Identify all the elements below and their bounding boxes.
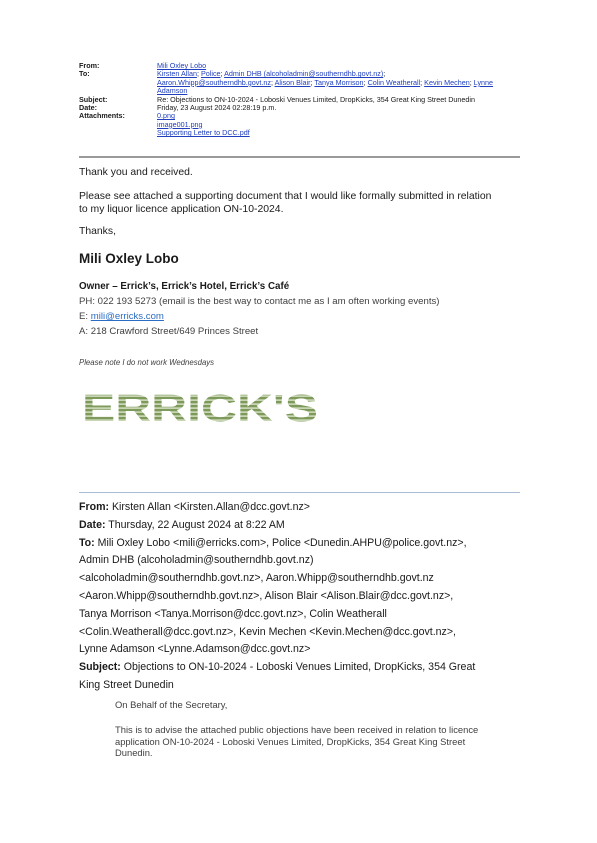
fwd-subject-line: Objections to ON-10-2024 - Loboski Venues Limited, DropKicks, 354 Great bbox=[123, 661, 476, 674]
body-line: Please see attached a supporting document that I would like formally submitted in relation bbox=[79, 191, 492, 202]
signature-phone: PH: 022 193 5273 (email is the best way to contact me as I am often working events) bbox=[79, 296, 440, 307]
recipient-link[interactable]: Alison Blair bbox=[274, 77, 311, 87]
date-label: Date: bbox=[79, 103, 97, 113]
subject-row bbox=[79, 96, 519, 104]
signature-address: A: 218 Crawford Street/649 Princes Street bbox=[79, 326, 259, 337]
signature-email-link[interactable]: mili@erricks.com bbox=[90, 311, 164, 322]
recipient-link[interactable]: Police bbox=[200, 69, 221, 79]
fwd-to-line: Lynne Adamson <Lynne.Adamson@dcc.govt.nz> bbox=[79, 643, 311, 656]
fwd-subject-label: Subject: bbox=[79, 661, 121, 674]
quote-line: Dunedin. bbox=[115, 747, 153, 759]
erricks-logo bbox=[82, 385, 322, 429]
signature-email-line bbox=[79, 311, 164, 322]
fwd-to-line: <Aaron.Whipp@southerndhb.govt.nz>, Alison Blair <Alison.Blair@dcc.govt.nz>, bbox=[79, 589, 454, 602]
fwd-to-row bbox=[79, 535, 524, 553]
recipient-link[interactable]: Lynne Adamson bbox=[157, 77, 494, 96]
fwd-from-value: Kirsten Allan <Kirsten.Allan@dcc.govt.nz> bbox=[111, 501, 310, 513]
attachments-label: Attachments: bbox=[79, 111, 125, 121]
body-paragraph-main bbox=[79, 190, 519, 216]
fwd-to-line: Mili Oxley Lobo <mili@erricks.com>, Police <Dunedin.AHPU@police.govt.nz>, bbox=[97, 536, 467, 549]
date-row bbox=[79, 104, 519, 112]
attachments-row bbox=[79, 112, 519, 137]
to-recipients: Kirsten Allan; Police; Admin DHB (alcoholadmin@southerndhb.govt.nz); Aaron.Whipp@southerndhb.govt.nz; Alison Blair; Tanya Morrison; Colin Weatherall; Kevin Mechen; Lynne Adamson bbox=[157, 69, 494, 96]
fwd-date-row bbox=[79, 517, 524, 535]
attachment-link[interactable]: image001.png bbox=[157, 119, 203, 129]
forward-divider bbox=[79, 492, 520, 493]
body-line: to my liquor licence application ON-10-2024. bbox=[79, 204, 284, 215]
fwd-to-line: Tanya Morrison <Tanya.Morrison@dcc.govt.nz>, Colin Weatherall bbox=[79, 607, 387, 620]
logo-text: ERRICK'S bbox=[82, 388, 318, 429]
subject-value: Re: Objections to ON-10-2024 - Loboski Venues Limited, DropKicks, 354 Great King Street Dunedin bbox=[157, 94, 476, 104]
fwd-to-line: <alcoholadmin@southerndhb.govt.nz>, Aaron.Whipp@southerndhb.govt.nz bbox=[79, 572, 434, 585]
to-label: To: bbox=[79, 69, 90, 79]
header-divider bbox=[79, 156, 520, 158]
forwarded-header bbox=[79, 499, 524, 695]
subject-label: Subject: bbox=[79, 94, 108, 104]
attachment-link[interactable]: Supporting Letter to DCC.pdf bbox=[157, 128, 250, 138]
quote-line: This is to advise the attached public objections have been received in relation to licence bbox=[115, 724, 479, 735]
fwd-date-value: Thursday, 22 August 2024 at 8:22 AM bbox=[108, 518, 285, 531]
fwd-date-label: Date: bbox=[79, 518, 106, 531]
recipient-link[interactable]: Tanya Morrison bbox=[314, 77, 364, 87]
fwd-to-line: Admin DHB (alcoholadmin@southerndhb.govt.nz) bbox=[79, 554, 314, 567]
fwd-from-row bbox=[79, 499, 524, 517]
email-header bbox=[79, 62, 519, 138]
signature-role: Owner – Errick’s, Errick’s Hotel, Errick’s Café bbox=[79, 281, 290, 292]
fwd-to-line: <Colin.Weatherall@dcc.govt.nz>, Kevin Mechen <Kevin.Mechen@dcc.govt.nz>, bbox=[79, 625, 456, 638]
from-label: From: bbox=[79, 61, 100, 70]
signature-note: Please note I do not work Wednesdays bbox=[79, 358, 215, 367]
quote-line: application ON-10-2024 - Loboski Venues Limited, DropKicks, 354 Great King Street bbox=[115, 735, 466, 747]
recipient-link[interactable]: Kirsten Allan bbox=[157, 69, 197, 79]
fwd-from-label: From: bbox=[79, 501, 110, 513]
attachment-link[interactable]: 0.png bbox=[157, 111, 175, 121]
recipient-link[interactable]: Admin DHB (alcoholadmin@southerndhb.govt.nz) bbox=[224, 69, 384, 79]
recipient-link[interactable]: Colin Weatherall bbox=[367, 77, 421, 87]
to-row bbox=[79, 70, 519, 95]
recipient-link[interactable]: Kevin Mechen bbox=[424, 77, 470, 87]
body-signoff: Thanks, bbox=[79, 226, 116, 237]
quote-salutation: On Behalf of the Secretary, bbox=[115, 699, 228, 710]
from-link[interactable]: Mili Oxley Lobo bbox=[157, 61, 207, 70]
attachments-list bbox=[157, 112, 519, 137]
fwd-subject-row bbox=[79, 659, 524, 677]
signature-name: Mili Oxley Lobo bbox=[79, 251, 179, 266]
body-paragraph-thanks: Thank you and received. bbox=[79, 167, 193, 178]
fwd-to-label: To: bbox=[79, 536, 95, 549]
signature-email-prefix: E: bbox=[79, 311, 91, 322]
recipient-link[interactable]: Aaron.Whipp@southerndhb.govt.nz bbox=[157, 77, 271, 87]
fwd-subject-line: King Street Dunedin bbox=[79, 678, 174, 691]
date-value: Friday, 23 August 2024 02:28:19 p.m. bbox=[157, 103, 277, 113]
quote-paragraph bbox=[115, 724, 510, 759]
